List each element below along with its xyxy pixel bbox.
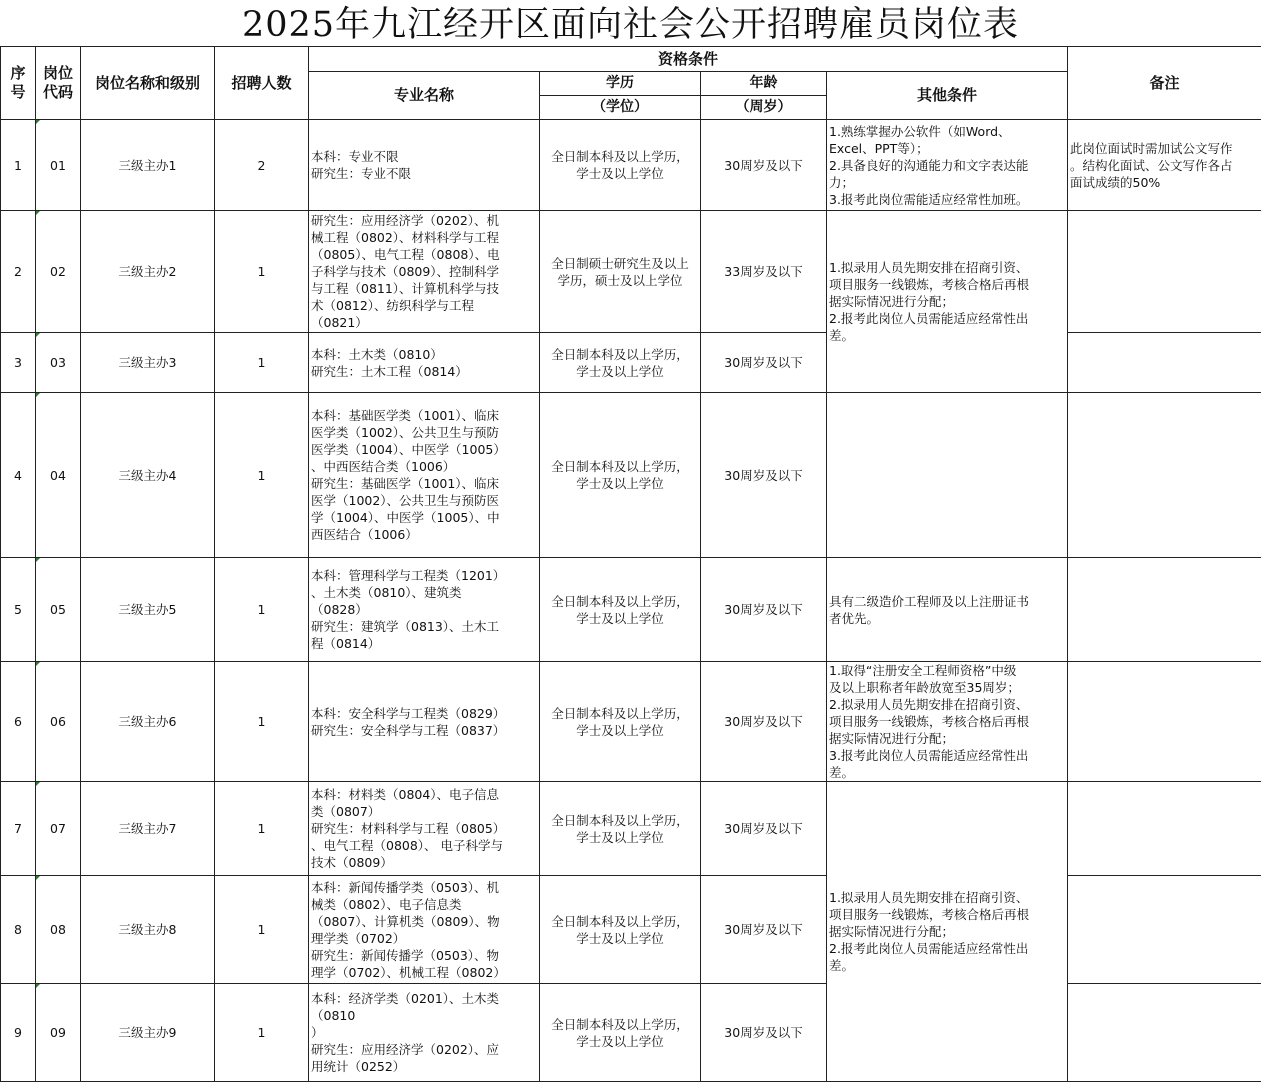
row-code: 08 (36, 876, 81, 984)
row-remark (1068, 782, 1261, 876)
row-other (827, 393, 1068, 558)
row-seq: 4 (1, 393, 36, 558)
row-count: 1 (215, 984, 309, 1082)
row-age: 30周岁及以下 (701, 333, 827, 393)
header-age: 年龄 (701, 72, 827, 96)
header-education: 学历 (540, 72, 701, 96)
row-count: 1 (215, 558, 309, 662)
row-education: 全日制本科及以上学历， 学士及以上学位 (540, 876, 701, 984)
row-code: 09 (36, 984, 81, 1082)
row-other: 1.取得“注册安全工程师资格”中级 及以上职称者年龄放宽至35周岁； 2.拟录用人员先期安排在招商引资、 项目服务一线锻炼，考核合格后再根 据实际情况进行分配； 3.报考此岗位人员需能适应经常性出 差。 (827, 662, 1068, 782)
row-code: 01 (36, 120, 81, 211)
row-education: 全日制本科及以上学历， 学士及以上学位 (540, 333, 701, 393)
row-code: 07 (36, 782, 81, 876)
row-seq: 7 (1, 782, 36, 876)
cell-flag-marker (36, 558, 40, 562)
row-position: 三级主办1 (81, 120, 215, 211)
cell-flag-marker (36, 393, 40, 397)
row-major: 本科：土木类（0810） 研究生：土木工程（0814） (309, 333, 540, 393)
header-age-unit: （周岁） (701, 96, 827, 120)
row-education: 全日制本科及以上学历， 学士及以上学位 (540, 782, 701, 876)
row-seq: 1 (1, 120, 36, 211)
header-other: 其他条件 (827, 72, 1068, 120)
row-position: 三级主办6 (81, 662, 215, 782)
row-education: 全日制本科及以上学历， 学士及以上学位 (540, 120, 701, 211)
recruitment-table (0, 46, 1261, 1082)
row-major: 研究生：应用经济学（0202）、机 械工程（0802）、材料科学与工程 （0805）、电气工程（0808）、电 子科学与技术（0809）、控制科学 与工程（0811）、计算机科学与技 术（0812）、纺织科学与工程 （0821） (309, 211, 540, 333)
cell-flag-marker (36, 876, 40, 880)
header-count: 招聘人数 (215, 47, 309, 120)
row-age: 33周岁及以下 (701, 211, 827, 333)
row-seq: 3 (1, 333, 36, 393)
row-code: 06 (36, 662, 81, 782)
row-remark (1068, 662, 1261, 782)
row-remark (1068, 393, 1261, 558)
row-position: 三级主办3 (81, 333, 215, 393)
row-age: 30周岁及以下 (701, 558, 827, 662)
row-education: 全日制本科及以上学历， 学士及以上学位 (540, 984, 701, 1082)
row-seq: 9 (1, 984, 36, 1082)
row-remark (1068, 984, 1261, 1082)
row-position: 三级主办9 (81, 984, 215, 1082)
row-position: 三级主办4 (81, 393, 215, 558)
header-code: 岗位 代码 (36, 47, 81, 120)
row-other: 具有二级造价工程师及以上注册证书 者优先。 (827, 558, 1068, 662)
cell-flag-marker (36, 211, 40, 215)
row-count: 1 (215, 393, 309, 558)
row-count: 1 (215, 662, 309, 782)
row-age: 30周岁及以下 (701, 782, 827, 876)
cell-flag-marker (36, 120, 40, 124)
row-code: 03 (36, 333, 81, 393)
row-position: 三级主办2 (81, 211, 215, 333)
cell-flag-marker (36, 662, 40, 666)
table-row (1, 984, 1261, 1082)
row-education: 全日制本科及以上学历， 学士及以上学位 (540, 558, 701, 662)
row-major: 本科：专业不限 研究生：专业不限 (309, 120, 540, 211)
table-row (1, 876, 1261, 984)
cell-flag-marker (36, 984, 40, 988)
row-major: 本科：材料类（0804）、电子信息 类（0807） 研究生：材料科学与工程（0805） 、电气工程（0808）、 电子科学与 技术（0809） (309, 782, 540, 876)
row-seq: 6 (1, 662, 36, 782)
row-major: 本科：管理科学与工程类（1201） 、土木类（0810）、建筑类 （0828） 研究生：建筑学（0813）、土木工 程（0814） (309, 558, 540, 662)
table-row (1, 558, 1261, 662)
table-row (1, 782, 1261, 876)
row-age: 30周岁及以下 (701, 120, 827, 211)
row-other: 1.拟录用人员先期安排在招商引资、 项目服务一线锻炼，考核合格后再根 据实际情况进行分配； 2.报考此岗位人员需能适应经常性出 差。 (827, 782, 1068, 1082)
header-seq: 序 号 (1, 47, 36, 120)
row-remark (1068, 876, 1261, 984)
row-code: 02 (36, 211, 81, 333)
row-remark (1068, 558, 1261, 662)
header-remarks: 备注 (1068, 47, 1261, 120)
row-education: 全日制本科及以上学历， 学士及以上学位 (540, 393, 701, 558)
row-remark (1068, 333, 1261, 393)
row-age: 30周岁及以下 (701, 393, 827, 558)
row-major: 本科：新闻传播学类（0503）、机 械类（0802）、电子信息类 （0807）、计算机类（0809）、物 理学类（0702） 研究生：新闻传播学（0503）、物 理学（0702）、机械工程（0802） (309, 876, 540, 984)
row-education: 全日制本科及以上学历， 学士及以上学位 (540, 662, 701, 782)
row-position: 三级主办8 (81, 876, 215, 984)
table-row (1, 662, 1261, 782)
row-code: 04 (36, 393, 81, 558)
row-remark: 此岗位面试时需加试公文写作 。结构化面试、公文写作各占 面试成绩的50% (1068, 120, 1261, 211)
cell-flag-marker (36, 782, 40, 786)
row-seq: 5 (1, 558, 36, 662)
row-other: 1.拟录用人员先期安排在招商引资、 项目服务一线锻炼，考核合格后再根 据实际情况进行分配； 2.报考此岗位人员需能适应经常性出 差。 (827, 211, 1068, 393)
header-major: 专业名称 (309, 72, 540, 120)
row-position: 三级主办7 (81, 782, 215, 876)
row-count: 1 (215, 782, 309, 876)
row-major: 本科：经济学类（0201）、土木类 （0810 ） 研究生：应用经济学（0202）、应 用统计（0252） (309, 984, 540, 1082)
header-degree: （学位） (540, 96, 701, 120)
row-major: 本科：基础医学类（1001）、临床 医学类（1002）、公共卫生与预防 医学类（1004）、中医学（1005） 、中西医结合类（1006） 研究生：基础医学（1001）、临床 医学（1002）、公共卫生与预防医 学（1004）、中医学（1005）、中 西医结合（1006） (309, 393, 540, 558)
row-count: 2 (215, 120, 309, 211)
table-row (1, 120, 1261, 211)
cell-flag-marker (36, 333, 40, 337)
row-count: 1 (215, 333, 309, 393)
row-code: 05 (36, 558, 81, 662)
header-name: 岗位名称和级别 (81, 47, 215, 120)
row-count: 1 (215, 211, 309, 333)
row-other: 1.熟练掌握办公软件（如Word、 Excel、PPT等）； 2.具备良好的沟通能力和文字表达能 力； 3.报考此岗位需能适应经常性加班。 (827, 120, 1068, 211)
row-seq: 2 (1, 211, 36, 333)
page-title: 2025年九江经开区面向社会公开招聘雇员岗位表 (0, 0, 1261, 46)
row-age: 30周岁及以下 (701, 662, 827, 782)
table-row (1, 393, 1261, 558)
row-position: 三级主办5 (81, 558, 215, 662)
row-seq: 8 (1, 876, 36, 984)
header-qualifications: 资格条件 (309, 47, 1068, 72)
row-major: 本科：安全科学与工程类（0829） 研究生：安全科学与工程（0837） (309, 662, 540, 782)
row-remark (1068, 211, 1261, 333)
row-education: 全日制硕士研究生及以上 学历，硕士及以上学位 (540, 211, 701, 333)
row-count: 1 (215, 876, 309, 984)
row-age: 30周岁及以下 (701, 876, 827, 984)
table-row (1, 333, 1261, 393)
table-row (1, 211, 1261, 333)
row-age: 30周岁及以下 (701, 984, 827, 1082)
header-row (1, 47, 1261, 72)
